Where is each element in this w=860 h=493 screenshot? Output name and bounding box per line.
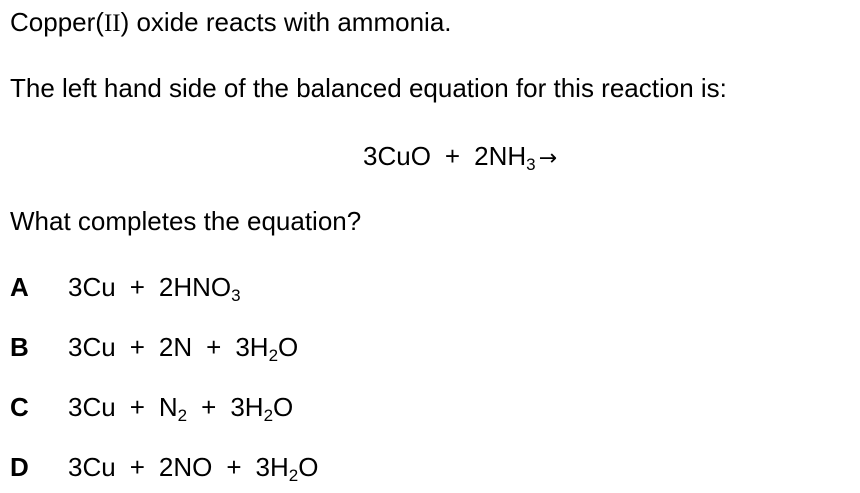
intro-text-end: ) oxide reacts with ammonia. — [120, 7, 452, 37]
question-prompt: What completes the equation? — [10, 206, 362, 236]
option-d[interactable] — [10, 450, 319, 484]
option-term-end: O — [298, 452, 319, 482]
option-term: 3Cu — [68, 332, 116, 362]
plus-sign: + — [226, 452, 242, 482]
ammonia-subscript: 3 — [526, 155, 536, 174]
option-b[interactable] — [10, 330, 298, 364]
option-term: 3Cu — [68, 392, 116, 422]
intro-statement — [10, 6, 452, 40]
option-term: 3Cu — [68, 272, 116, 302]
subscript: 3 — [231, 286, 241, 305]
plus-sign: + — [444, 141, 461, 171]
option-term: N — [158, 392, 178, 422]
reaction-equation — [363, 140, 557, 175]
option-letter: A — [10, 272, 29, 302]
subscript: 2 — [177, 406, 188, 425]
option-term: 3H — [255, 452, 289, 482]
option-term: 2HNO — [158, 272, 232, 302]
reactant-copper-oxide: 3CuO — [363, 141, 431, 171]
subscript: 2 — [263, 406, 274, 425]
option-term: 3Cu — [68, 452, 116, 482]
option-letter: C — [10, 392, 29, 422]
oxidation-state-roman: II — [103, 10, 121, 37]
reactant-ammonia: 2NH — [474, 141, 527, 171]
option-term: 2N — [158, 332, 193, 362]
plus-sign: + — [201, 392, 217, 422]
plus-sign: + — [129, 272, 145, 302]
plus-sign: + — [206, 332, 222, 362]
option-letter: D — [10, 452, 29, 482]
intro-text-start: Copper( — [10, 7, 104, 37]
plus-sign: + — [129, 452, 145, 482]
option-term: 3H — [230, 392, 264, 422]
option-term-end: O — [273, 392, 294, 422]
subscript: 2 — [268, 346, 279, 365]
reaction-arrow-icon: → — [538, 146, 558, 171]
lhs-statement: The left hand side of the balanced equation for this reaction is: — [10, 73, 727, 103]
option-term-end: O — [278, 332, 299, 362]
option-a[interactable] — [10, 270, 241, 304]
plus-sign: + — [129, 392, 145, 422]
option-letter: B — [10, 332, 29, 362]
option-c[interactable] — [10, 390, 293, 424]
option-term: 3H — [235, 332, 269, 362]
option-term: 2NO — [158, 452, 213, 482]
subscript: 2 — [288, 466, 299, 485]
plus-sign: + — [129, 332, 145, 362]
